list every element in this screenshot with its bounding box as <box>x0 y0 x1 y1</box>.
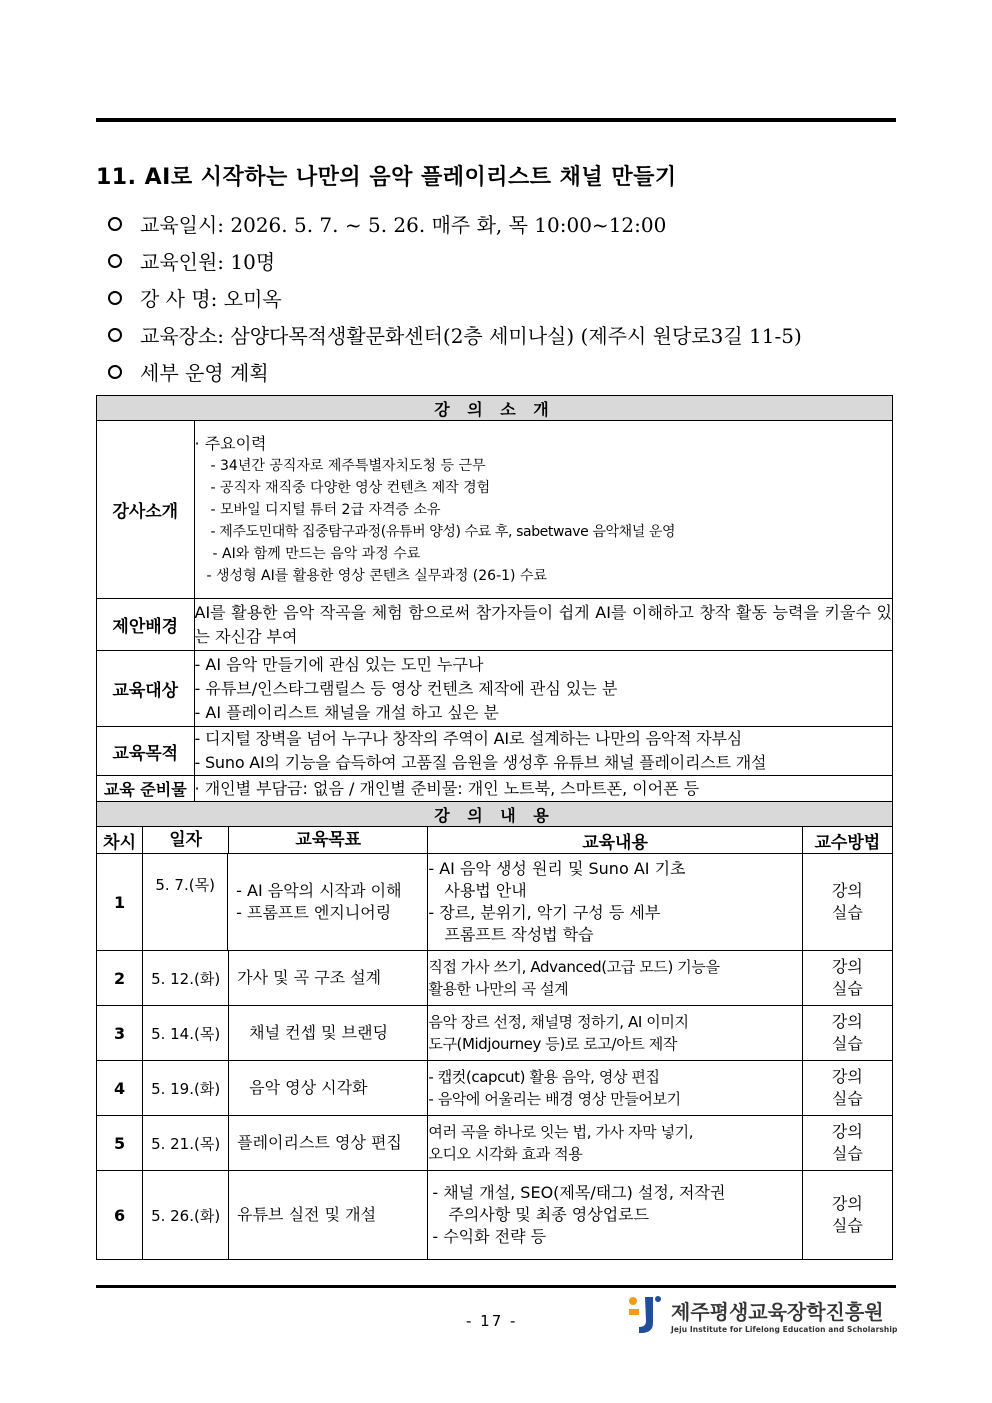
bottom-rule <box>96 1285 896 1288</box>
goal-list <box>194 727 892 776</box>
content-line: 여러 곡을 하나로 잇는 법, 가사 자막 넣기, <box>428 1123 694 1141</box>
org-name <box>671 1296 898 1334</box>
content-line: 사용법 안내 <box>444 881 527 900</box>
method-line: 실습 <box>831 903 863 922</box>
history-item: - 모바일 디지털 튜터 2급 자격증 소유 <box>210 501 441 518</box>
session-method <box>802 1116 892 1171</box>
bullet-text: 강 사 명: 오미옥 <box>140 287 282 311</box>
session-number: 3 <box>97 1006 143 1061</box>
bullet-text: 교육장소: 삼양다목적생활문화센터(2층 세미나실) (제주시 원당로3길 11-5) <box>140 324 802 348</box>
content-line: - 캡컷(capcut) 활용 음악, 영상 편집 <box>428 1068 660 1086</box>
col-session: 차시 <box>97 827 143 854</box>
table-row <box>97 1116 893 1171</box>
table-row <box>97 1061 893 1116</box>
circle-bullet-icon <box>108 365 122 379</box>
session-date: 5. 14.(목) <box>143 1006 229 1060</box>
history-item: - AI와 함께 만드는 음악 과정 수료 <box>212 545 421 562</box>
circle-bullet-icon <box>108 291 122 305</box>
goal-row <box>97 727 893 776</box>
session-number: 5 <box>97 1116 143 1171</box>
bullet-instructor <box>108 279 908 316</box>
session-date: 5. 12.(화) <box>143 951 229 1005</box>
target-label: 교육대상 <box>97 651 195 727</box>
target-row <box>97 651 893 727</box>
date-goal-cell <box>143 1116 428 1171</box>
goal-item: - Suno AI의 기능을 습득하여 고품질 음원을 생성후 유튜브 채널 플레이리스트 개설 <box>194 753 767 772</box>
intro-header-row <box>97 396 893 421</box>
goal-line: - AI 음악의 시작과 이해 <box>236 881 402 900</box>
method-line: 강의 <box>831 1012 863 1031</box>
method-line: 강의 <box>831 1067 863 1086</box>
history-heading: · 주요이력 <box>194 433 267 453</box>
content-header: 강 의 내 용 <box>97 802 893 827</box>
content-line: - 수익화 전략 등 <box>432 1227 547 1246</box>
table-row <box>97 1006 893 1061</box>
session-method <box>802 854 892 951</box>
session-content <box>428 1171 802 1260</box>
session-content <box>428 951 802 1006</box>
session-goal: 음악 영상 시각화 <box>249 1078 368 1097</box>
bullet-location <box>108 316 908 353</box>
session-goal: 채널 컨셉 및 브랜딩 <box>249 1023 389 1042</box>
instructor-label: 강사소개 <box>97 421 195 599</box>
session-goal: 플레이리스트 영상 편집 <box>237 1133 402 1152</box>
column-header-row <box>97 827 893 854</box>
method-line: 강의 <box>831 1122 863 1141</box>
session-content <box>428 1061 802 1116</box>
goal-item: - 디지털 장벽을 넘어 누구나 창작의 주역이 AI로 설계하는 나만의 음악적 자부심 <box>194 729 743 748</box>
session-method <box>802 1061 892 1116</box>
col-date: 일자 <box>143 827 229 853</box>
goal-line: - 프롬프트 엔지니어링 <box>236 903 392 922</box>
method-line: 실습 <box>831 1216 863 1235</box>
session-method <box>802 1171 892 1260</box>
page-number: - 17 - <box>466 1312 518 1330</box>
content-line: 주의사항 및 최종 영상업로드 <box>448 1205 650 1224</box>
intro-header: 강 의 소 개 <box>97 396 893 421</box>
col-method: 교수방법 <box>802 827 892 854</box>
session-date: 5. 7.(목) <box>143 854 228 950</box>
background-row <box>97 599 893 651</box>
info-bullets <box>108 205 908 390</box>
session-date: 5. 26.(화) <box>143 1171 229 1259</box>
org-logo <box>625 1293 898 1337</box>
bullet-schedule <box>108 205 908 242</box>
target-item: - AI 음악 만들기에 관심 있는 도민 누구나 <box>194 654 484 674</box>
goal-label: 교육목적 <box>97 727 195 776</box>
content-line: 직접 가사 쓰기, Advanced(고급 모드) 기능을 <box>428 958 720 976</box>
session-goal: 유튜브 실전 및 개설 <box>237 1205 377 1224</box>
section-title: 11. AI로 시작하는 나만의 음악 플레이리스트 채널 만들기 <box>96 165 677 190</box>
background-label: 제안배경 <box>97 599 195 651</box>
bullet-text: 세부 운영 계획 <box>140 361 269 385</box>
content-line: 프롬프트 작성법 학습 <box>444 925 594 944</box>
session-method <box>802 1006 892 1061</box>
date-goal-cell <box>143 1006 428 1061</box>
method-line: 실습 <box>831 979 863 998</box>
content-line: - AI 음악 생성 원리 및 Suno AI 기초 <box>428 859 686 878</box>
session-goal: 가사 및 곡 구조 설계 <box>237 968 382 987</box>
session-number: 1 <box>97 854 143 951</box>
session-date: 5. 19.(화) <box>143 1061 229 1115</box>
session-number: 2 <box>97 951 143 1006</box>
target-item: - AI 플레이리스트 채널을 개설 하고 싶은 분 <box>194 702 499 722</box>
org-name-kr: 제주평생교육장학진흥원 <box>671 1300 884 1324</box>
session-goal <box>228 854 427 950</box>
circle-bullet-icon <box>108 328 122 342</box>
session-date: 5. 21.(목) <box>143 1116 229 1170</box>
history-item: - 제주도민대학 집중탐구과정(유튜버 양성) 수료 후, sabetwave 음악채널 운영 <box>210 523 676 540</box>
content-line: - 음악에 어울리는 배경 영상 만들어보기 <box>428 1090 681 1108</box>
session-number: 6 <box>97 1171 143 1260</box>
date-goal-cell <box>143 854 428 951</box>
background-text: AI를 활용한 음악 작곡을 체험 함으로써 참가자들이 쉽게 AI를 이해하고 창작 활동 능력을 키울수 있는 자신감 부여 <box>194 599 892 651</box>
method-line: 실습 <box>831 1089 863 1108</box>
col-goal: 교육목표 <box>295 830 362 850</box>
prep-label: 교육 준비물 <box>97 776 195 802</box>
method-line: 실습 <box>831 1034 863 1053</box>
session-content <box>428 1116 802 1171</box>
session-content <box>428 1006 802 1061</box>
bullet-capacity <box>108 242 908 279</box>
bullet-text: 교육인원: 10명 <box>140 250 276 274</box>
session-content <box>428 854 802 951</box>
org-name-en: Jeju Institute for Lifelong Education and Scholarship <box>671 1325 898 1334</box>
method-line: 강의 <box>831 957 863 976</box>
method-line: 실습 <box>831 1144 863 1163</box>
date-goal-cell <box>143 1061 428 1116</box>
bullet-plan <box>108 353 908 390</box>
org-emblem-icon <box>625 1293 665 1337</box>
instructor-history <box>194 421 892 599</box>
content-line: 오디오 시각화 효과 적용 <box>428 1145 583 1163</box>
col-date-goal-wrap <box>143 827 428 854</box>
history-item: - 34년간 공직자로 제주특별자치도청 등 근무 <box>210 457 486 474</box>
content-line: 활용한 나만의 곡 설계 <box>428 980 569 998</box>
table-row <box>97 854 893 951</box>
table-row <box>97 1171 893 1260</box>
content-line: 도구(Midjourney 등)로 로고/아트 제작 <box>428 1035 677 1053</box>
history-item: - 공직자 재직중 다양한 영상 컨텐츠 제작 경험 <box>210 479 491 496</box>
col-content: 교육내용 <box>428 827 802 854</box>
target-item: - 유튜브/인스타그램릴스 등 영상 컨텐츠 제작에 관심 있는 분 <box>194 678 618 698</box>
prep-text: · 개인별 부담금: 없음 / 개인별 준비물: 개인 노트북, 스마트폰, 이어폰 등 <box>194 776 892 802</box>
method-line: 강의 <box>831 881 863 900</box>
circle-bullet-icon <box>108 254 122 268</box>
top-rule <box>96 118 896 122</box>
content-line: - 채널 개설, SEO(제목/태그) 설정, 저작권 <box>432 1183 726 1202</box>
prep-row <box>97 776 893 802</box>
history-item: - 생성형 AI를 활용한 영상 콘텐츠 실무과정 (26-1) 수료 <box>206 567 548 584</box>
course-table <box>96 395 893 1260</box>
content-header-row <box>97 802 893 827</box>
session-method <box>802 951 892 1006</box>
table-row <box>97 951 893 1006</box>
date-goal-cell <box>143 951 428 1006</box>
bullet-text: 교육일시: 2026. 5. 7. ~ 5. 26. 매주 화, 목 10:00~12:00 <box>140 213 667 237</box>
instructor-row <box>97 421 893 599</box>
date-goal-cell <box>143 1171 428 1260</box>
session-number: 4 <box>97 1061 143 1116</box>
circle-bullet-icon <box>108 217 122 231</box>
method-line: 강의 <box>831 1194 863 1213</box>
content-line: - 장르, 분위기, 악기 구성 등 세부 <box>428 903 661 922</box>
content-line: 음악 장르 선정, 채널명 정하기, AI 이미지 <box>428 1013 689 1031</box>
target-list <box>194 651 892 727</box>
